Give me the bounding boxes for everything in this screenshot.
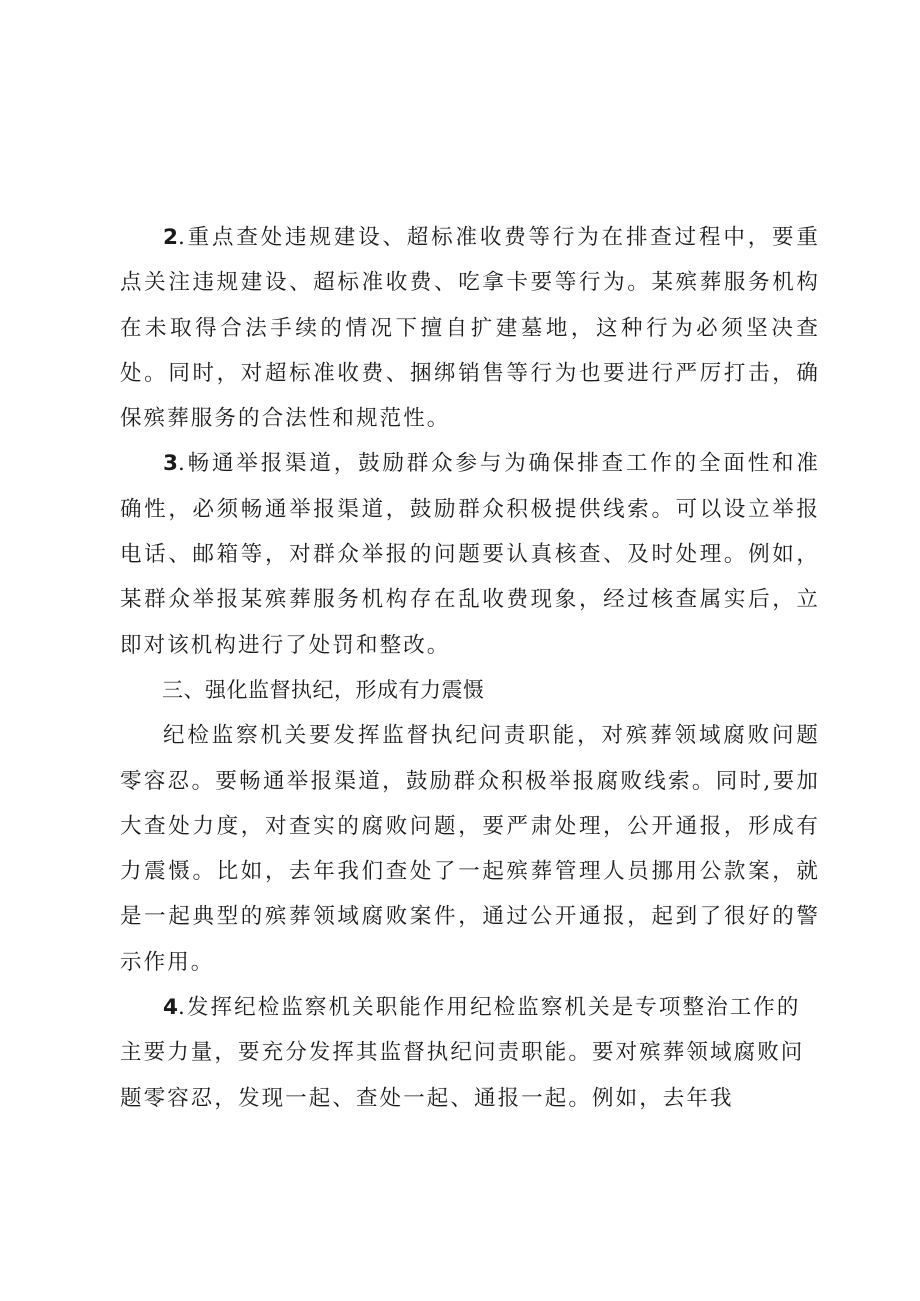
paragraph-number: 3 (163, 451, 178, 477)
section-heading: 三、强化监督执纪，形成有力震慑 (162, 677, 485, 702)
paragraph-text: .畅通举报渠道，鼓励群众参与为确保排查工作的全面性和准确性，必须畅通举报渠道，鼓励群众积极提供线索。可以设立举报电话、邮箱等，对群众举报的问题要认真核查、及时处理。例如，某群众举报某殡葬服务机构存在乱收费现象，经过核查属实后，立即对该机构进行了处罚和整改。 (120, 451, 820, 658)
paragraph-number: 4 (163, 995, 178, 1021)
paragraph-text: .重点查处违规建设、超标准收费等行为在排查过程中，要重点关注违规建设、超标准收费、吃拿卡要等行为。某殡葬服务机构在未取得合法手续的情况下擅自扩建墓地，这种行为必须坚决查处。同时，对超标准收费、捆绑销售等行为也要进行严厉打击，确保殡葬服务的合法性和规范性。 (120, 225, 820, 432)
document-page (120, 215, 820, 1121)
paragraph-item-3 (120, 441, 820, 667)
paragraph-item-4 (120, 985, 820, 1121)
section-paragraph: 纪检监察机关要发挥监督执纪问责职能，对殡葬领域腐败问题零容忍。要畅通举报渠道，鼓励群众积极举报腐败线索。同时,要加大查处力度，对查实的腐败问题，要严肃处理，公开通报，形成有力震慑。比如，去年我们查处了一起殡葬管理人员挪用公款案，就是一起典型的殡葬领域腐败案件，通过公开通报，起到了很好的警示作用。 (120, 723, 820, 975)
paragraph-item-2 (120, 215, 820, 441)
paragraph-number: 2 (163, 225, 178, 250)
paragraph-text: .发挥纪检监察机关职能作用纪检监察机关是专项整治工作的主要力量，要充分发挥其监督执纪问责职能。要对殡葬领域腐败问题零容忍，发现一起、查处一起、通报一起。例如，去年我 (120, 995, 805, 1111)
